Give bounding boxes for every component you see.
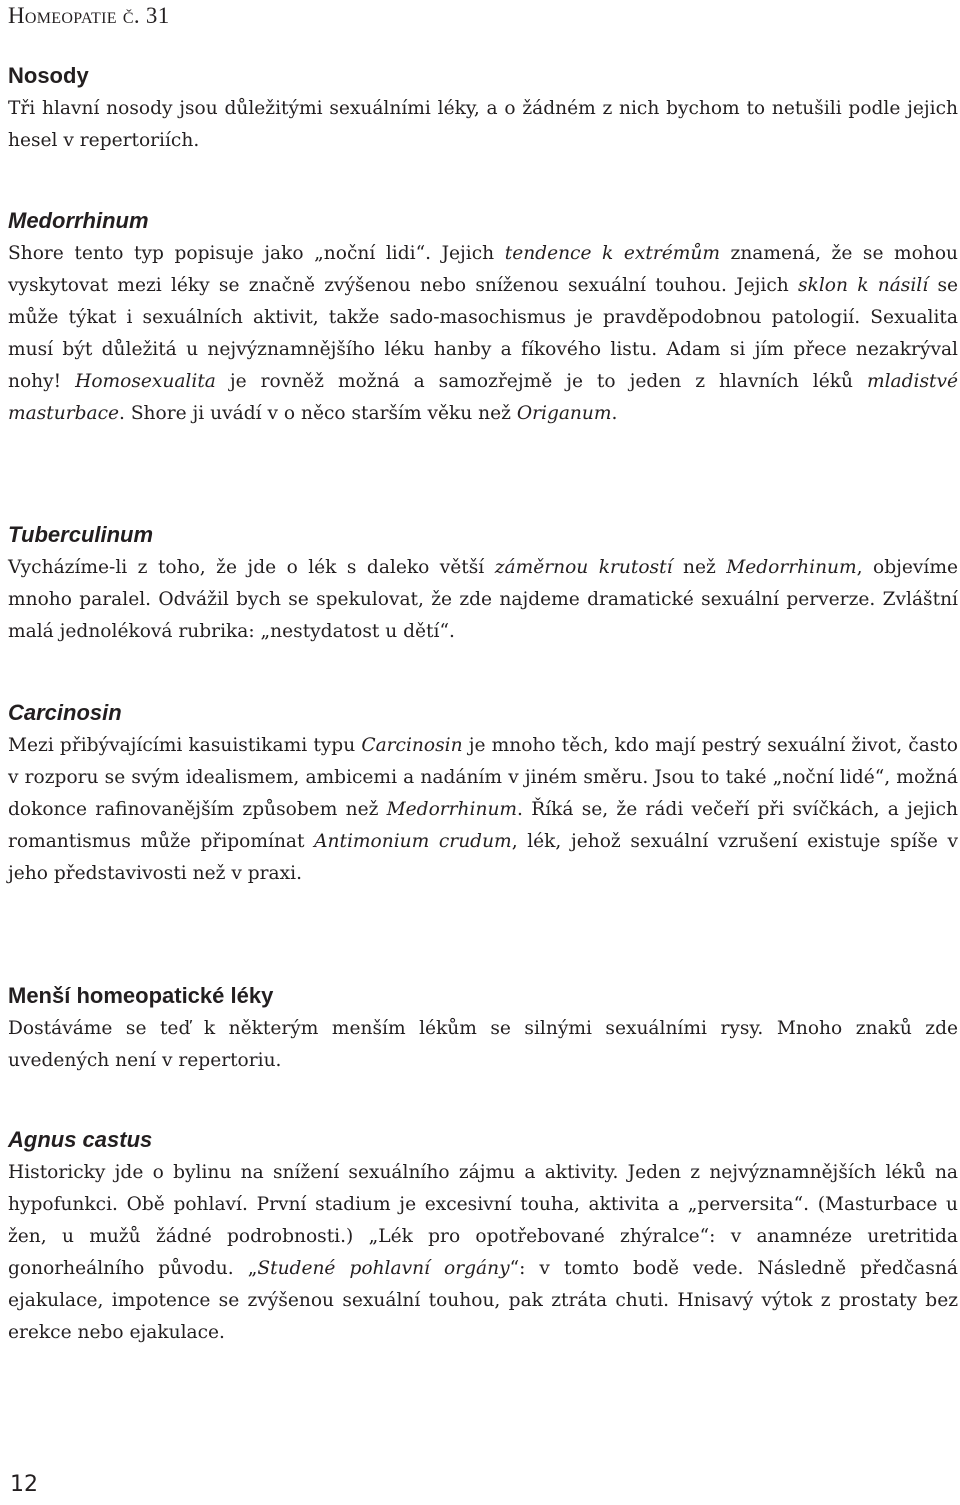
text-run: Shore tento typ popisuje jako „noční lidi“. Jejich [8,243,505,264]
paragraph: Tři hlavní nosody jsou důležitými sexuálními léky, a o žádném z nich bychom to netušili podle jejich hesel v repertoriích. [8,98,958,151]
text-run: . Říká se, že rádi večeří při svíčkách, a jejich romantismus může připomínat [8,799,958,852]
text-run: je mnoho těch, kdo mají pestrý sexuální život, často v rozporu se svým idealismem, ambicemi a nadáním v jiném směru. Jsou to také „noční lidé“, možná dokonce rafinovanějším způsobem než [8,735,959,820]
document-page [8,0,958,1505]
emphasis: Homosexualita [75,371,216,392]
emphasis: tendence k extrémům [504,243,720,264]
section-medorrhinum [8,205,958,430]
section-tuberculinum [8,519,958,648]
emphasis: Medorrhinum [386,799,518,820]
text-run: . [611,403,618,424]
emphasis: Studené pohlavní orgány [257,1258,510,1279]
section-heading: Menší homeopatické léky [8,983,274,1008]
emphasis: Antimonium crudum [314,831,512,852]
section-nosody [8,60,958,157]
text-run: Mezi přibývajícími kasuistikami typu [8,735,362,756]
section-carcinosin [8,697,958,890]
emphasis: Origanum [516,403,612,424]
section-minor-remedies [8,980,958,1077]
section-heading: Nosody [8,63,89,88]
paragraph [8,238,958,430]
paragraph [8,552,958,648]
emphasis: Medorrhinum [726,557,857,578]
paragraph [8,1157,958,1349]
text-run: znamená, že se mohou vyskytovat mezi léky se značně zvýšenou nebo sníženou sexuální touhou. Jejich [8,243,959,296]
paragraph: Dostáváme se teď k některým menším lékům se silnými sexuálními rysy. Mnoho znaků zde uvedených není v repertoriu. [8,1018,958,1071]
emphasis: záměrnou krutostí [494,557,673,578]
section-heading: Carcinosin [8,700,122,725]
text-run: Vycházíme-li z toho, že jde o lék s daleko větší [8,557,495,578]
page-number: 12 [10,1472,38,1497]
section-heading: Agnus castus [8,1127,153,1152]
text-run: než [672,557,727,578]
text-run: se může týkat i sexuálních aktivit, takže sado-masochismus je pravděpodobnou patologií. Sexualita musí být důležitá u nejvýznamnějšího léku hanby a fíkového listu. Adam si jím přece nezakrýval nohy! [8,275,958,392]
emphasis: Carcinosin [361,735,463,756]
section-heading: Medorrhinum [8,208,149,233]
text-run: “: v tomto bodě vede. Následně předčasná ejakulace, impotence se zvýšenou sexuální touhou, pak ztráta chuti. Hnisavý výtok z prostaty bez erekce nebo ejakulace. [8,1258,958,1343]
text-run: . Shore ji uvádí v o něco starším věku než [119,403,517,424]
section-heading: Tuberculinum [8,522,154,547]
text-run: , lék, jehož sexuální vzrušení existuje spíše v jeho představivosti než v praxi. [8,831,959,884]
emphasis: mladistvé masturbace [8,371,958,424]
text-run: Historicky jde o bylinu na snížení sexuálního zájmu a aktivity. Jeden z nejvýznamnějších léků na hypofunkci. Obě pohlaví. První stadium je excesivní touha, aktivita a „perversita“. (Masturbace u žen, u mužů žádné podrobnosti.) „Lék pro opotřebované zhýralce“: v anamnéze uretritida gonorheálního původu. „ [8,1162,958,1279]
section-agnus-castus [8,1124,958,1349]
text-run: je rovněž možná a samozřejmě je to jeden z hlavních léků [215,371,867,392]
emphasis: sklon k násilí [798,275,929,296]
paragraph [8,730,958,890]
running-header: Homeopatie č. 31 [8,3,170,28]
text-run: , objevíme mnoho paralel. Odvážil bych se spekulovat, že zde najdeme dramatické sexuální perverze. Zvláštní malá jednoléková rubrika: „nestydatost u dětí“. [8,557,958,642]
